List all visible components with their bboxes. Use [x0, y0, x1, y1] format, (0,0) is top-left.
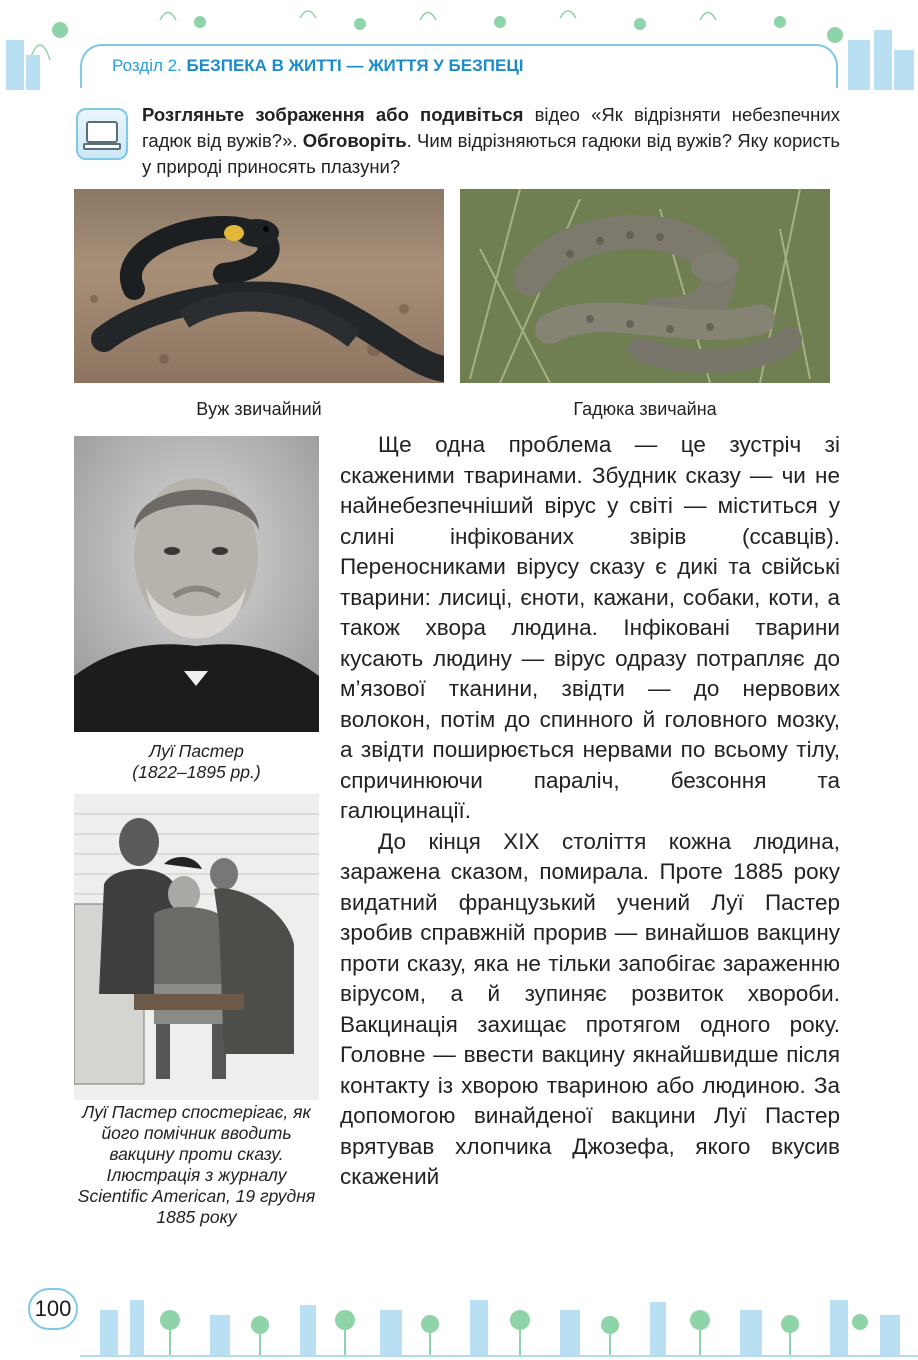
task-text-1: відео «Як відрізняти небезпечних гадюк від вужів?». — [142, 104, 840, 151]
computer-icon — [76, 108, 128, 160]
page-number: 100 — [28, 1288, 78, 1330]
paragraph-pasteur: До кінця XIX століття кожна людина, заражена сказом, помирала. Проте 1885 року видатний французький учений Луї Пастер зробив справжній прорив — винайшов вакцину проти сказу, яка не тільки запобігає зараженню вірусом, а й зупиняє розвиток хвороби. Вакцинація захищає протягом одного року. Головне — ввести вакцину якнайшвидше після контакту із хворою твариною або людиною. За допомогою винайденої вакцини Луї Пастер врятував хлопчика Джозефа, якого вкусив скажений — [340, 828, 840, 1189]
task-instruction — [142, 102, 840, 180]
main-text — [340, 430, 840, 1193]
running-header — [112, 56, 523, 76]
vaccination-illustration — [74, 794, 319, 1100]
section-label: Розділ 2. — [112, 56, 182, 75]
viper-photo — [460, 189, 830, 383]
footer-decoration — [0, 1280, 918, 1360]
pasteur-caption-name: Луї Пастер — [149, 741, 244, 761]
paragraph-rabies: Ще одна проблема — це зустріч зі скаженими тваринами. Збудник сказу — чи не найнебезпечніший вірус у світі — міститься у слині інфікованих звірів (ссавців). Переносниками вірусу сказу є дикі та свійські тварини: лисиці, єноти, кажани, собаки, коти, а також хвора людина. Інфіковані тварини кусають людину — вірус одразу потрапляє до м’язової тканини, звідти — до нервових волокон, потім до спинного й головного мозку, а звідти поширюється нервами по всьому тілу, спричинюючи параліч, безсоння та галюцинації. — [340, 432, 840, 823]
grass-snake-caption: Вуж звичайний — [196, 399, 322, 419]
illustration-caption: Луї Пастер спостерігає, як його помічник вводить вакцину проти сказу. Ілюстрація з журналу Scientific American, 19 грудня 1885 року — [77, 1102, 316, 1227]
section-title: БЕЗПЕКА В ЖИТТІ — ЖИТТЯ У БЕЗПЕЦІ — [186, 56, 524, 75]
task-bold-2: Обговоріть — [302, 130, 407, 151]
task-text-2: . Чим відрізняються гадюки від вужів? Яку користь у природі приносять плазуни? — [142, 130, 840, 177]
pasteur-portrait — [74, 436, 319, 732]
task-bold-1: Розгляньте зображення або подивіться — [142, 104, 524, 125]
viper-caption: Гадюка звичайна — [573, 399, 717, 419]
pasteur-caption — [74, 741, 319, 783]
pasteur-caption-years: (1822–1895 рр.) — [132, 762, 261, 782]
grass-snake-photo — [74, 189, 444, 383]
